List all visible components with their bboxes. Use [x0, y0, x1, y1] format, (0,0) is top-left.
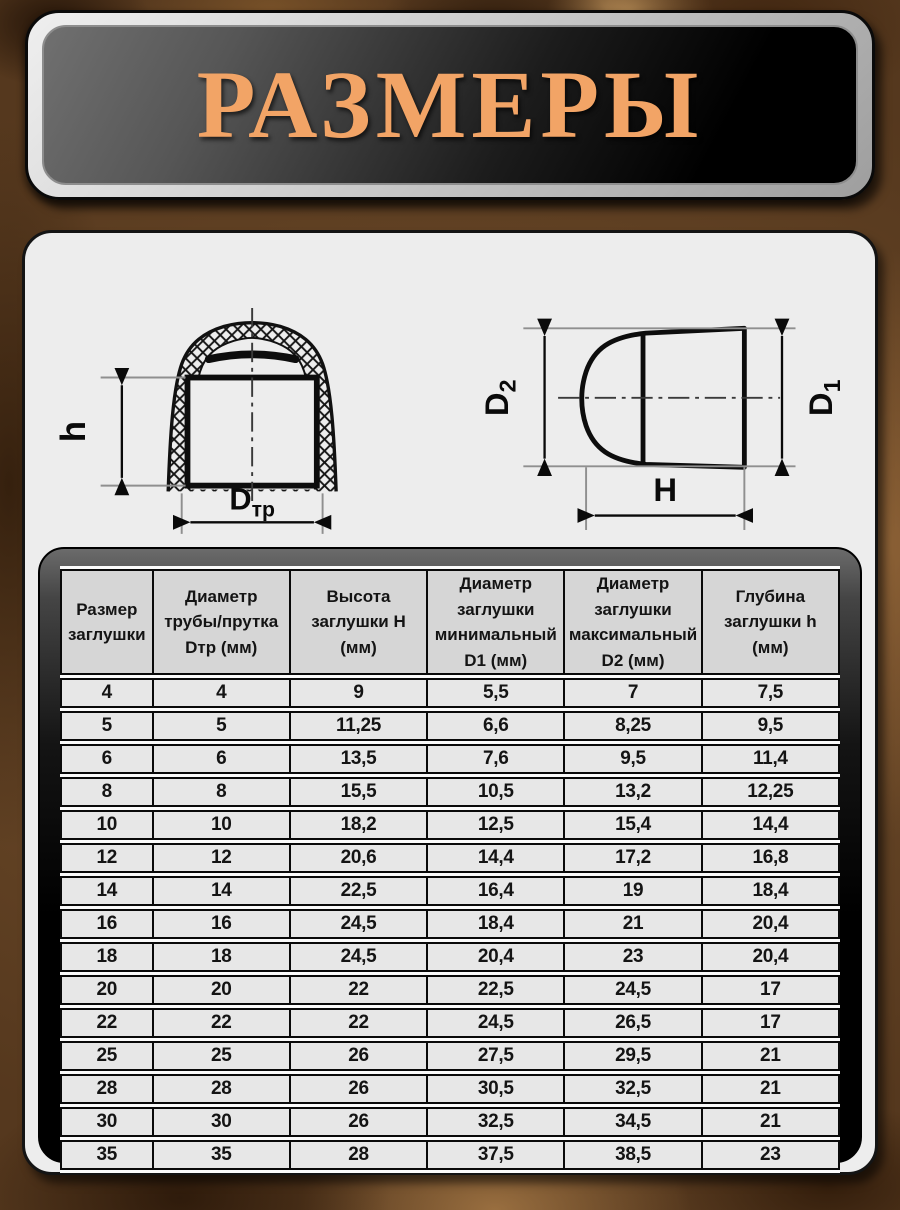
cell-d1-min: 32,5	[428, 1107, 565, 1137]
size-table-frame	[38, 547, 862, 1163]
size-table	[60, 566, 840, 1173]
cell-size: 22	[60, 1008, 154, 1038]
cap-side-view-drawing	[450, 237, 865, 547]
cell-depth: 16,8	[703, 843, 840, 873]
cell-height: 13,5	[291, 744, 428, 774]
cell-d1-min: 37,5	[428, 1140, 565, 1170]
cell-d2-max: 19	[565, 876, 702, 906]
cell-height: 26	[291, 1074, 428, 1104]
cell-d1-min: 27,5	[428, 1041, 565, 1071]
cell-height: 22,5	[291, 876, 428, 906]
cell-pipe-diameter: 14	[154, 876, 291, 906]
cell-d1-min: 14,4	[428, 843, 565, 873]
column-header: Диаметр заглушки минимальный D1 (мм)	[428, 569, 565, 675]
cell-depth: 23	[703, 1140, 840, 1170]
table-row	[60, 777, 840, 807]
cell-pipe-diameter: 6	[154, 744, 291, 774]
cell-d2-max: 38,5	[565, 1140, 702, 1170]
cell-height: 26	[291, 1041, 428, 1071]
cell-height: 15,5	[291, 777, 428, 807]
diagrams-section	[25, 233, 875, 547]
cell-d2-max: 32,5	[565, 1074, 702, 1104]
cell-d1-min: 5,5	[428, 678, 565, 708]
title-banner-panel	[42, 25, 858, 185]
column-header: Диаметр трубы/прутка Dтр (мм)	[154, 569, 291, 675]
cell-size: 20	[60, 975, 154, 1005]
cell-d2-max: 23	[565, 942, 702, 972]
cell-pipe-diameter: 30	[154, 1107, 291, 1137]
cap-cross-section-drawing	[35, 237, 450, 547]
table-row	[60, 810, 840, 840]
table-row	[60, 1107, 840, 1137]
cell-d2-max: 8,25	[565, 711, 702, 741]
cell-pipe-diameter: 22	[154, 1008, 291, 1038]
cell-depth: 14,4	[703, 810, 840, 840]
title-banner	[25, 10, 875, 200]
h-dimension-label: h	[55, 420, 94, 443]
cell-pipe-diameter: 12	[154, 843, 291, 873]
cell-pipe-diameter: 16	[154, 909, 291, 939]
cell-size: 25	[60, 1041, 154, 1071]
cell-d2-max: 21	[565, 909, 702, 939]
cell-d1-min: 22,5	[428, 975, 565, 1005]
cell-d1-min: 7,6	[428, 744, 565, 774]
content-card	[22, 230, 878, 1175]
cell-depth: 18,4	[703, 876, 840, 906]
page-background	[0, 10, 900, 1210]
table-row	[60, 744, 840, 774]
table-row	[60, 678, 840, 708]
table-row	[60, 942, 840, 972]
cell-size: 4	[60, 678, 154, 708]
header-row	[60, 569, 840, 675]
cell-size: 5	[60, 711, 154, 741]
h-length-dimension	[586, 467, 744, 530]
cell-pipe-diameter: 4	[154, 678, 291, 708]
cell-d2-max: 26,5	[565, 1008, 702, 1038]
cell-d1-min: 12,5	[428, 810, 565, 840]
cell-pipe-diameter: 25	[154, 1041, 291, 1071]
cell-d1-min: 18,4	[428, 909, 565, 939]
cell-size: 30	[60, 1107, 154, 1137]
cell-pipe-diameter: 35	[154, 1140, 291, 1170]
cell-pipe-diameter: 20	[154, 975, 291, 1005]
cell-pipe-diameter: 5	[154, 711, 291, 741]
cell-size: 6	[60, 744, 154, 774]
cell-height: 11,25	[291, 711, 428, 741]
cell-size: 12	[60, 843, 154, 873]
table-row	[60, 1041, 840, 1071]
cell-d2-max: 15,4	[565, 810, 702, 840]
cell-d2-max: 17,2	[565, 843, 702, 873]
cell-size: 35	[60, 1140, 154, 1170]
cell-d1-min: 24,5	[428, 1008, 565, 1038]
cell-d2-max: 9,5	[565, 744, 702, 774]
table-row	[60, 909, 840, 939]
cell-depth: 7,5	[703, 678, 840, 708]
cell-size: 14	[60, 876, 154, 906]
cell-height: 28	[291, 1140, 428, 1170]
dtr-dimension-label: Dтр	[229, 481, 275, 522]
cell-d1-min: 16,4	[428, 876, 565, 906]
page-title: РАЗМЕРЫ	[196, 51, 704, 158]
table-row	[60, 843, 840, 873]
cell-size: 28	[60, 1074, 154, 1104]
column-header: Размер заглушки	[60, 569, 154, 675]
cell-d1-min: 20,4	[428, 942, 565, 972]
cell-height: 18,2	[291, 810, 428, 840]
cell-d2-max: 29,5	[565, 1041, 702, 1071]
h-dimension	[55, 378, 185, 486]
cell-depth: 21	[703, 1107, 840, 1137]
cell-depth: 12,25	[703, 777, 840, 807]
cell-size: 18	[60, 942, 154, 972]
cell-d2-max: 7	[565, 678, 702, 708]
cell-depth: 21	[703, 1041, 840, 1071]
table-row	[60, 711, 840, 741]
cell-pipe-diameter: 18	[154, 942, 291, 972]
cell-depth: 20,4	[703, 942, 840, 972]
d2-dimension	[478, 336, 545, 459]
d1-dimension	[782, 336, 845, 459]
cell-pipe-diameter: 10	[154, 810, 291, 840]
column-header: Диаметр заглушки максимальный D2 (мм)	[565, 569, 702, 675]
cell-d1-min: 10,5	[428, 777, 565, 807]
cell-size: 8	[60, 777, 154, 807]
cell-size: 16	[60, 909, 154, 939]
cell-depth: 17	[703, 1008, 840, 1038]
cell-depth: 20,4	[703, 909, 840, 939]
cell-depth: 9,5	[703, 711, 840, 741]
cell-d2-max: 13,2	[565, 777, 702, 807]
cell-height: 20,6	[291, 843, 428, 873]
cell-d2-max: 24,5	[565, 975, 702, 1005]
cell-height: 9	[291, 678, 428, 708]
cell-d1-min: 30,5	[428, 1074, 565, 1104]
cell-depth: 21	[703, 1074, 840, 1104]
cell-pipe-diameter: 8	[154, 777, 291, 807]
cell-d1-min: 6,6	[428, 711, 565, 741]
table-row	[60, 1008, 840, 1038]
d1-dimension-label: D1	[802, 379, 845, 417]
h-length-dimension-label: H	[653, 471, 678, 509]
cell-height: 24,5	[291, 909, 428, 939]
d2-dimension-label: D2	[477, 379, 521, 417]
table-row	[60, 1140, 840, 1170]
cell-size: 10	[60, 810, 154, 840]
cell-depth: 17	[703, 975, 840, 1005]
cell-height: 22	[291, 975, 428, 1005]
cell-d2-max: 34,5	[565, 1107, 702, 1137]
cell-height: 24,5	[291, 942, 428, 972]
column-header: Высота заглушки H (мм)	[291, 569, 428, 675]
column-header: Глубина заглушки h (мм)	[703, 569, 840, 675]
table-row	[60, 1074, 840, 1104]
cell-height: 26	[291, 1107, 428, 1137]
table-row	[60, 876, 840, 906]
cell-pipe-diameter: 28	[154, 1074, 291, 1104]
table-row	[60, 975, 840, 1005]
cell-depth: 11,4	[703, 744, 840, 774]
cell-height: 22	[291, 1008, 428, 1038]
